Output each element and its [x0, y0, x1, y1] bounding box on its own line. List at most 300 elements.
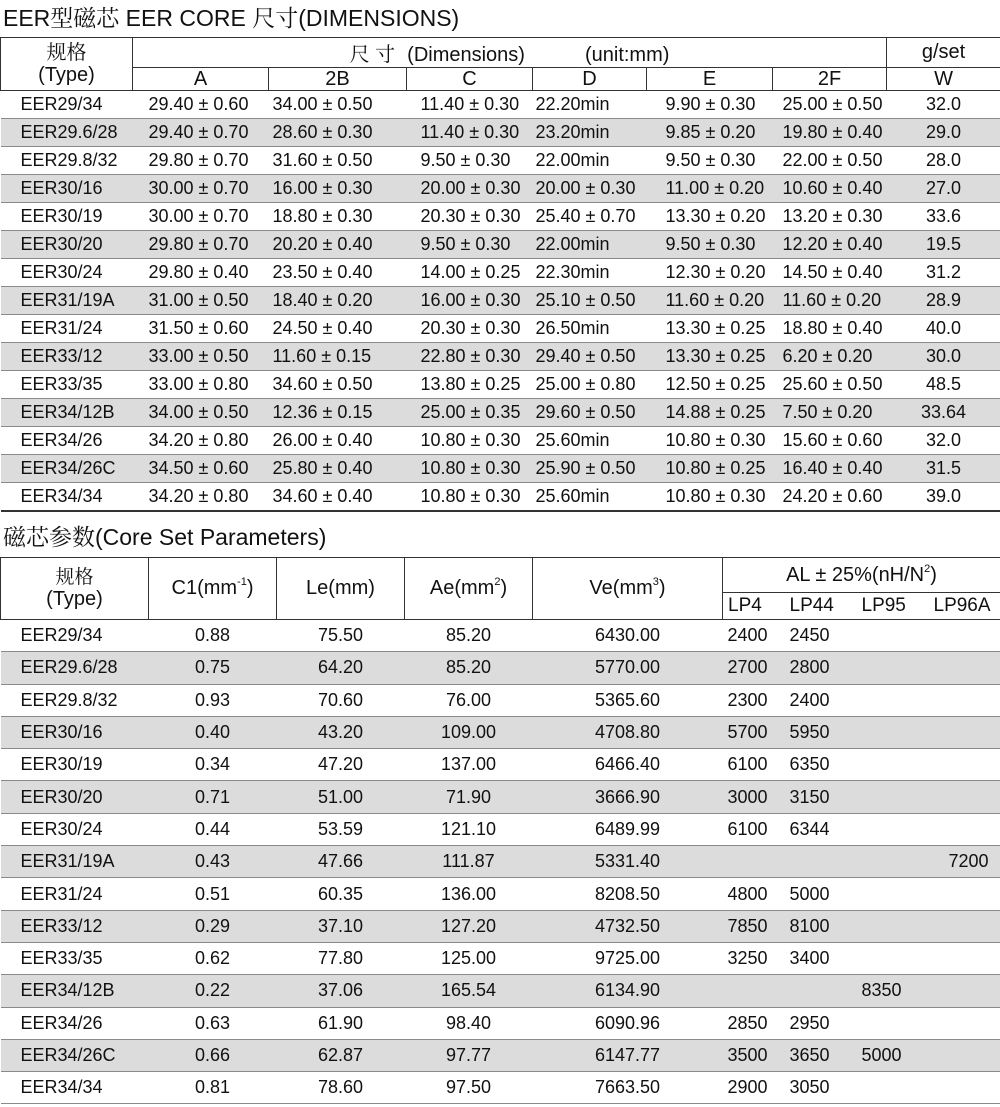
par-table-row [1, 975, 1000, 1007]
dim-value-cell: 13.30 ± 0.25 [647, 315, 773, 343]
par-type-cell: EER34/12B [1, 975, 149, 1007]
dim-value-cell: 34.60 ± 0.50 [269, 371, 407, 399]
dim-value-cell: 25.00 ± 0.50 [773, 91, 887, 119]
par-value-cell: 6090.96 [533, 1007, 723, 1039]
par-table-row [1, 1007, 1000, 1039]
dim-col-header: 2B [269, 68, 407, 91]
par-value-cell [857, 652, 929, 684]
par-table-row [1, 716, 1000, 748]
dim-value-cell: 19.80 ± 0.40 [773, 119, 887, 147]
dim-col-header: D [533, 68, 647, 91]
par-value-cell: 7200 [929, 846, 1000, 878]
dim-value-cell: 13.30 ± 0.20 [647, 203, 773, 231]
dim-table-row [1, 203, 1000, 231]
ve-header [533, 558, 723, 620]
par-value-cell: 2400 [785, 684, 857, 716]
par-type-cell: EER31/24 [1, 878, 149, 910]
material-header: LP4 [723, 593, 785, 620]
dim-value-cell: 48.5 [887, 371, 1000, 399]
par-value-cell: 125.00 [405, 942, 533, 974]
par-table-row [1, 1039, 1000, 1071]
dim-value-cell: 22.80 ± 0.30 [407, 343, 533, 371]
dim-value-cell: 9.50 ± 0.30 [647, 231, 773, 259]
par-value-cell: 97.77 [405, 1039, 533, 1071]
dim-value-cell: 33.00 ± 0.80 [133, 371, 269, 399]
dim-table-row [1, 399, 1000, 427]
par-value-cell [857, 878, 929, 910]
par-value-cell: 2300 [723, 684, 785, 716]
par-value-cell [929, 1007, 1000, 1039]
dim-value-cell: 10.80 ± 0.30 [647, 483, 773, 512]
par-value-cell [929, 975, 1000, 1007]
dim-value-cell: 30.00 ± 0.70 [133, 203, 269, 231]
par-value-cell: 62.87 [277, 1039, 405, 1071]
dim-value-cell: 31.2 [887, 259, 1000, 287]
dim-value-cell: 33.64 [887, 399, 1000, 427]
c1-header [149, 558, 277, 620]
par-value-cell: 37.10 [277, 910, 405, 942]
dim-value-cell: 29.80 ± 0.70 [133, 231, 269, 259]
dim-table-row [1, 455, 1000, 483]
dim-value-cell: 10.80 ± 0.30 [407, 483, 533, 512]
par-value-cell: 0.93 [149, 684, 277, 716]
c1-sup: -1 [237, 576, 247, 588]
par-value-cell [857, 781, 929, 813]
par-table-row [1, 781, 1000, 813]
par-value-cell: 2850 [723, 1007, 785, 1039]
dim-value-cell: 25.60min [533, 427, 647, 455]
par-value-cell: 3050 [785, 1072, 857, 1104]
ae-sup: 2 [494, 576, 501, 588]
par-type-cell: EER29.6/28 [1, 652, 149, 684]
dim-value-cell: 29.40 ± 0.60 [133, 91, 269, 119]
par-value-cell [857, 910, 929, 942]
par-table-row [1, 910, 1000, 942]
par-value-cell: 98.40 [405, 1007, 533, 1039]
dim-value-cell: 11.40 ± 0.30 [407, 119, 533, 147]
par-value-cell: 2800 [785, 652, 857, 684]
dim-value-cell: 24.20 ± 0.60 [773, 483, 887, 512]
dim-type-cell: EER30/20 [1, 231, 133, 259]
par-value-cell: 2700 [723, 652, 785, 684]
par-value-cell: 5000 [857, 1039, 929, 1071]
par-table-row [1, 652, 1000, 684]
par-value-cell: 5770.00 [533, 652, 723, 684]
dim-value-cell: 9.85 ± 0.20 [647, 119, 773, 147]
dim-value-cell: 22.00min [533, 147, 647, 175]
dim-value-cell: 18.40 ± 0.20 [269, 287, 407, 315]
par-value-cell: 3650 [785, 1039, 857, 1071]
par-value-cell: 61.90 [277, 1007, 405, 1039]
dim-table-row [1, 483, 1000, 512]
par-value-cell: 8208.50 [533, 878, 723, 910]
dimensions-table [0, 37, 1000, 512]
dim-value-cell: 26.00 ± 0.40 [269, 427, 407, 455]
dim-value-cell: 10.80 ± 0.25 [647, 455, 773, 483]
dim-value-cell: 25.60min [533, 483, 647, 512]
dim-value-cell: 9.50 ± 0.30 [407, 231, 533, 259]
dim-table-row [1, 147, 1000, 175]
dim-value-cell: 34.00 ± 0.50 [269, 91, 407, 119]
dims-cn-label: 尺 寸 [349, 44, 396, 66]
dim-value-cell: 39.0 [887, 483, 1000, 512]
dim-value-cell: 31.50 ± 0.60 [133, 315, 269, 343]
par-value-cell [857, 716, 929, 748]
par-value-cell: 2900 [723, 1072, 785, 1104]
dim-value-cell: 34.20 ± 0.80 [133, 483, 269, 512]
dim-value-cell: 16.40 ± 0.40 [773, 455, 887, 483]
dim-value-cell: 25.90 ± 0.50 [533, 455, 647, 483]
dim-value-cell: 25.00 ± 0.35 [407, 399, 533, 427]
dim-value-cell: 34.00 ± 0.50 [133, 399, 269, 427]
dim-col-header: A [133, 68, 269, 91]
par-value-cell: 0.44 [149, 813, 277, 845]
par-value-cell: 0.81 [149, 1072, 277, 1104]
dim-value-cell: 16.00 ± 0.30 [269, 175, 407, 203]
dim-value-cell: 28.0 [887, 147, 1000, 175]
par-value-cell: 0.40 [149, 716, 277, 748]
par-value-cell: 97.50 [405, 1072, 533, 1104]
par-type-cell: EER33/12 [1, 910, 149, 942]
dim-value-cell: 9.50 ± 0.30 [647, 147, 773, 175]
par-type-cell: EER31/19A [1, 846, 149, 878]
dim-value-cell: 7.50 ± 0.20 [773, 399, 887, 427]
par-value-cell: 4732.50 [533, 910, 723, 942]
ve-label: Ve(mm [589, 577, 653, 599]
par-value-cell: 0.63 [149, 1007, 277, 1039]
par-value-cell: 0.43 [149, 846, 277, 878]
dim-value-cell: 12.36 ± 0.15 [269, 399, 407, 427]
dim-type-cell: EER31/19A [1, 287, 133, 315]
dim-value-cell: 34.20 ± 0.80 [133, 427, 269, 455]
dim-value-cell: 12.20 ± 0.40 [773, 231, 887, 259]
dim-value-cell: 12.50 ± 0.25 [647, 371, 773, 399]
par-value-cell: 77.80 [277, 942, 405, 974]
par-value-cell: 64.20 [277, 652, 405, 684]
par-value-cell: 51.00 [277, 781, 405, 813]
par-value-cell: 0.75 [149, 652, 277, 684]
par-value-cell: 5000 [785, 878, 857, 910]
par-type-en: (Type) [46, 587, 103, 610]
dims-en-label: (Dimensions) [407, 44, 525, 66]
par-type-cell: EER34/34 [1, 1072, 149, 1104]
par-value-cell [857, 620, 929, 652]
dim-value-cell: 32.0 [887, 91, 1000, 119]
par-table-row [1, 813, 1000, 845]
dim-value-cell: 29.40 ± 0.50 [533, 343, 647, 371]
dim-type-cell: EER29/34 [1, 91, 133, 119]
le-header: Le(mm) [277, 558, 405, 620]
par-value-cell: 7850 [723, 910, 785, 942]
dim-value-cell: 11.60 ± 0.20 [647, 287, 773, 315]
dim-type-cell: EER34/34 [1, 483, 133, 512]
par-value-cell: 3150 [785, 781, 857, 813]
dim-value-cell: 40.0 [887, 315, 1000, 343]
par-value-cell: 6134.90 [533, 975, 723, 1007]
dim-table-row [1, 371, 1000, 399]
par-value-cell: 47.20 [277, 749, 405, 781]
dim-type-cell: EER34/26C [1, 455, 133, 483]
par-value-cell: 2450 [785, 620, 857, 652]
dim-value-cell: 28.60 ± 0.30 [269, 119, 407, 147]
par-value-cell: 7663.50 [533, 1072, 723, 1104]
dim-value-cell: 29.40 ± 0.70 [133, 119, 269, 147]
par-value-cell [785, 846, 857, 878]
par-value-cell [929, 620, 1000, 652]
dim-value-cell: 33.00 ± 0.50 [133, 343, 269, 371]
dimensions-header [133, 38, 887, 68]
par-value-cell: 75.50 [277, 620, 405, 652]
dim-table-row [1, 287, 1000, 315]
par-value-cell: 4708.80 [533, 716, 723, 748]
dim-value-cell: 13.80 ± 0.25 [407, 371, 533, 399]
dim-col-header: E [647, 68, 773, 91]
par-value-cell: 60.35 [277, 878, 405, 910]
par-value-cell [929, 1039, 1000, 1071]
c1-label: C1(mm [171, 577, 238, 599]
par-table-row [1, 684, 1000, 716]
dim-value-cell: 30.00 ± 0.70 [133, 175, 269, 203]
par-table-row [1, 749, 1000, 781]
par-value-cell: 78.60 [277, 1072, 405, 1104]
ae-close: ) [500, 577, 508, 599]
dim-value-cell: 13.20 ± 0.30 [773, 203, 887, 231]
dim-type-en: (Type) [38, 64, 95, 86]
par-value-cell [857, 684, 929, 716]
dim-type-cell: EER29.6/28 [1, 119, 133, 147]
dim-type-cn: 规格 [46, 42, 87, 64]
dim-value-cell: 31.5 [887, 455, 1000, 483]
dim-value-cell: 10.80 ± 0.30 [647, 427, 773, 455]
par-value-cell: 5365.60 [533, 684, 723, 716]
dim-value-cell: 10.80 ± 0.30 [407, 427, 533, 455]
par-type-cell: EER29.8/32 [1, 684, 149, 716]
dim-value-cell: 22.30min [533, 259, 647, 287]
par-type-cell: EER30/19 [1, 749, 149, 781]
par-type-cell: EER30/20 [1, 781, 149, 813]
par-value-cell: 85.20 [405, 652, 533, 684]
dim-table-row [1, 231, 1000, 259]
dim-type-header [1, 38, 133, 91]
dim-value-cell: 18.80 ± 0.40 [773, 315, 887, 343]
par-value-cell: 6100 [723, 749, 785, 781]
ae-label: Ae(mm [429, 577, 495, 599]
dim-value-cell: 22.20min [533, 91, 647, 119]
dim-value-cell: 20.00 ± 0.30 [533, 175, 647, 203]
material-header: LP95 [857, 593, 929, 620]
par-value-cell: 8350 [857, 975, 929, 1007]
par-value-cell: 4800 [723, 878, 785, 910]
dim-value-cell: 6.20 ± 0.20 [773, 343, 887, 371]
par-value-cell: 47.66 [277, 846, 405, 878]
par-value-cell: 136.00 [405, 878, 533, 910]
par-value-cell: 6100 [723, 813, 785, 845]
par-type-cn: 规格 [55, 566, 94, 588]
dim-value-cell: 24.50 ± 0.40 [269, 315, 407, 343]
dim-value-cell: 9.50 ± 0.30 [407, 147, 533, 175]
par-value-cell: 76.00 [405, 684, 533, 716]
dim-value-cell: 10.80 ± 0.30 [407, 455, 533, 483]
material-header: LP44 [785, 593, 857, 620]
par-value-cell: 5700 [723, 716, 785, 748]
dim-value-cell: 13.30 ± 0.25 [647, 343, 773, 371]
par-type-cell: EER33/35 [1, 942, 149, 974]
dim-value-cell: 19.5 [887, 231, 1000, 259]
par-value-cell [929, 749, 1000, 781]
dim-value-cell: 29.0 [887, 119, 1000, 147]
dim-type-cell: EER30/19 [1, 203, 133, 231]
par-value-cell: 2950 [785, 1007, 857, 1039]
par-value-cell: 109.00 [405, 716, 533, 748]
dim-type-cell: EER33/35 [1, 371, 133, 399]
dim-value-cell: 10.60 ± 0.40 [773, 175, 887, 203]
par-table-row [1, 1072, 1000, 1104]
dim-type-cell: EER29.8/32 [1, 147, 133, 175]
dim-value-cell: 11.40 ± 0.30 [407, 91, 533, 119]
dim-type-cell: EER31/24 [1, 315, 133, 343]
ve-close: ) [658, 577, 666, 599]
par-value-cell [723, 975, 785, 1007]
dim-value-cell: 22.00min [533, 231, 647, 259]
par-type-cell: EER30/16 [1, 716, 149, 748]
dim-value-cell: 20.30 ± 0.30 [407, 315, 533, 343]
dim-table-row [1, 175, 1000, 203]
dim-type-cell: EER34/12B [1, 399, 133, 427]
par-value-cell [929, 910, 1000, 942]
weight-unit-header: g/set [887, 38, 1000, 68]
par-value-cell [857, 813, 929, 845]
dim-table-row [1, 119, 1000, 147]
dim-value-cell: 18.80 ± 0.30 [269, 203, 407, 231]
dim-value-cell: 11.60 ± 0.15 [269, 343, 407, 371]
par-table-row [1, 846, 1000, 878]
dim-value-cell: 25.10 ± 0.50 [533, 287, 647, 315]
unit-label: (unit:mm) [584, 44, 670, 66]
dim-value-cell: 29.80 ± 0.70 [133, 147, 269, 175]
par-value-cell: 0.66 [149, 1039, 277, 1071]
al-label: AL ± 25%(nH/N [786, 563, 925, 586]
par-value-cell: 111.87 [405, 846, 533, 878]
al-close: ) [930, 563, 937, 586]
dim-value-cell: 11.60 ± 0.20 [773, 287, 887, 315]
dim-value-cell: 16.00 ± 0.30 [407, 287, 533, 315]
dim-value-cell: 27.0 [887, 175, 1000, 203]
par-value-cell: 0.34 [149, 749, 277, 781]
par-type-header [1, 558, 149, 620]
dim-value-cell: 25.40 ± 0.70 [533, 203, 647, 231]
par-value-cell: 121.10 [405, 813, 533, 845]
par-value-cell [857, 846, 929, 878]
par-type-cell: EER34/26C [1, 1039, 149, 1071]
dim-value-cell: 14.00 ± 0.25 [407, 259, 533, 287]
dim-table-row [1, 343, 1000, 371]
par-value-cell: 0.29 [149, 910, 277, 942]
par-value-cell: 127.20 [405, 910, 533, 942]
ve-sup: 3 [652, 576, 659, 588]
dim-value-cell: 22.00 ± 0.50 [773, 147, 887, 175]
par-value-cell: 3500 [723, 1039, 785, 1071]
par-table-row [1, 878, 1000, 910]
material-header: LP96A [929, 593, 1000, 620]
par-table-row [1, 942, 1000, 974]
par-value-cell [857, 1007, 929, 1039]
par-value-cell: 6489.99 [533, 813, 723, 845]
dim-value-cell: 32.0 [887, 427, 1000, 455]
par-value-cell: 6344 [785, 813, 857, 845]
parameters-table [0, 557, 1000, 1104]
dim-value-cell: 9.90 ± 0.30 [647, 91, 773, 119]
al-header [723, 558, 1000, 593]
par-value-cell: 9725.00 [533, 942, 723, 974]
par-value-cell: 3666.90 [533, 781, 723, 813]
par-value-cell: 0.51 [149, 878, 277, 910]
dim-col-header: 2F [773, 68, 887, 91]
par-value-cell: 0.62 [149, 942, 277, 974]
dim-value-cell: 31.00 ± 0.50 [133, 287, 269, 315]
c1-close: ) [246, 577, 254, 599]
par-type-cell: EER34/26 [1, 1007, 149, 1039]
par-value-cell: 137.00 [405, 749, 533, 781]
dim-value-cell: 29.60 ± 0.50 [533, 399, 647, 427]
dim-value-cell: 15.60 ± 0.60 [773, 427, 887, 455]
dim-table-row [1, 315, 1000, 343]
par-value-cell [723, 846, 785, 878]
par-value-cell [929, 781, 1000, 813]
dim-value-cell: 20.30 ± 0.30 [407, 203, 533, 231]
par-table-row [1, 620, 1000, 652]
dim-value-cell: 25.00 ± 0.80 [533, 371, 647, 399]
dim-table-row [1, 259, 1000, 287]
par-value-cell: 53.59 [277, 813, 405, 845]
par-value-cell: 5331.40 [533, 846, 723, 878]
dim-value-cell: 23.50 ± 0.40 [269, 259, 407, 287]
dim-col-header: C [407, 68, 533, 91]
par-value-cell: 37.06 [277, 975, 405, 1007]
dim-value-cell: 30.0 [887, 343, 1000, 371]
par-value-cell: 6466.40 [533, 749, 723, 781]
dim-value-cell: 26.50min [533, 315, 647, 343]
dim-type-cell: EER34/26 [1, 427, 133, 455]
dim-value-cell: 33.6 [887, 203, 1000, 231]
dim-value-cell: 11.00 ± 0.20 [647, 175, 773, 203]
par-value-cell [857, 942, 929, 974]
par-value-cell: 6350 [785, 749, 857, 781]
par-value-cell: 0.88 [149, 620, 277, 652]
par-value-cell: 6147.77 [533, 1039, 723, 1071]
par-value-cell: 0.22 [149, 975, 277, 1007]
par-value-cell: 0.71 [149, 781, 277, 813]
parameters-title: 磁芯参数(Core Set Parameters) [3, 524, 327, 550]
par-value-cell: 85.20 [405, 620, 533, 652]
dim-table-row [1, 427, 1000, 455]
dim-col-header: W [887, 68, 1000, 91]
dim-value-cell: 12.30 ± 0.20 [647, 259, 773, 287]
par-value-cell [929, 684, 1000, 716]
dim-value-cell: 20.00 ± 0.30 [407, 175, 533, 203]
dim-type-cell: EER33/12 [1, 343, 133, 371]
dim-value-cell: 31.60 ± 0.50 [269, 147, 407, 175]
par-value-cell [929, 942, 1000, 974]
par-type-cell: EER30/24 [1, 813, 149, 845]
par-value-cell: 8100 [785, 910, 857, 942]
ae-header [405, 558, 533, 620]
par-value-cell [785, 975, 857, 1007]
dim-value-cell: 34.60 ± 0.40 [269, 483, 407, 512]
dim-value-cell: 34.50 ± 0.60 [133, 455, 269, 483]
dim-value-cell: 14.50 ± 0.40 [773, 259, 887, 287]
dim-value-cell: 23.20min [533, 119, 647, 147]
par-value-cell [929, 878, 1000, 910]
